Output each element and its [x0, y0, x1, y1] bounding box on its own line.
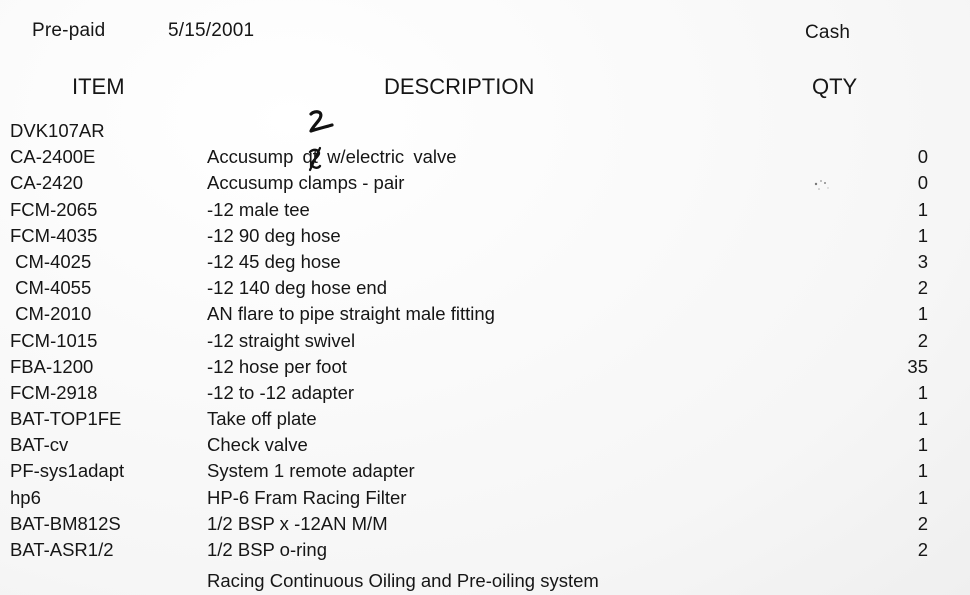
payment-method: Cash [805, 22, 851, 43]
table-row [0, 249, 970, 275]
item-code: CA-2420 [10, 172, 84, 194]
column-header-qty: QTY [812, 74, 858, 99]
item-qty: 1 [917, 486, 928, 508]
item-description: -12 45 deg hose [207, 250, 341, 272]
item-qty: 0 [917, 146, 928, 168]
item-qty: 2 [917, 512, 928, 534]
item-description: -12 to -12 adapter [207, 381, 355, 403]
item-description: -12 90 deg hose [207, 224, 341, 246]
item-code: CA-2400E [10, 146, 96, 168]
item-qty: 1 [917, 408, 928, 430]
table-row [0, 511, 970, 537]
table-row [0, 223, 970, 249]
item-description: 1/2 BSP x -12AN M/M [207, 512, 388, 534]
table-row [0, 170, 970, 196]
document-date: 5/15/2001 [168, 20, 255, 41]
item-code: FCM-2065 [10, 198, 98, 220]
item-code: PF-sys1adapt [10, 460, 125, 482]
item-code: FBA-1200 [10, 355, 94, 377]
table-row [0, 485, 970, 511]
item-description: Accusump clamps - pair [207, 172, 405, 194]
item-description: -12 straight swivel [207, 329, 356, 351]
item-qty: 3 [917, 250, 928, 272]
payment-type: Pre-paid [32, 20, 106, 41]
table-row [0, 354, 970, 380]
table-row [0, 301, 970, 327]
item-qty: 2 [917, 539, 928, 560]
item-description: 1/2 BSP o-ring [207, 539, 327, 560]
item-qty: 1 [917, 224, 928, 246]
item-code: BAT-TOP1FE [10, 408, 122, 430]
item-code: BAT-BM812S [10, 512, 121, 534]
item-description: Check valve [207, 434, 308, 456]
item-qty: 1 [917, 198, 928, 220]
item-description: -12 140 deg hose end [207, 277, 388, 299]
item-description: -12 hose per foot [207, 355, 347, 377]
table-row [0, 406, 970, 432]
table-row [0, 432, 970, 458]
item-qty: 1 [917, 434, 928, 456]
item-description: Take off plate [207, 408, 317, 430]
item-code: FCM-2918 [10, 381, 98, 403]
item-qty: 1 [917, 303, 928, 325]
item-code: DVK107AR [10, 120, 105, 141]
column-header-description: DESCRIPTION [384, 74, 535, 99]
item-code: FCM-4035 [10, 224, 98, 246]
item-code: CM-2010 [10, 303, 92, 325]
table-row [0, 380, 970, 406]
item-code: CM-4025 [10, 250, 92, 272]
item-description: System 1 remote adapter [207, 460, 415, 482]
table-row [0, 458, 970, 484]
kit-description: Racing Continuous Oiling and Pre-oiling system [207, 570, 599, 591]
item-qty: 2 [917, 277, 928, 299]
item-qty: 1 [917, 381, 928, 403]
item-description: -12 male tee [207, 198, 310, 220]
item-code: CM-4055 [10, 277, 92, 299]
item-qty: 2 [917, 329, 928, 351]
table-row [0, 328, 970, 354]
item-code: hp6 [10, 486, 41, 508]
table-row [0, 537, 970, 563]
column-header-item: ITEM [72, 74, 125, 99]
table-row [0, 118, 970, 144]
item-qty: 1 [917, 460, 928, 482]
item-code: FCM-1015 [10, 329, 98, 351]
item-qty: 0 [917, 172, 928, 194]
item-description: Accusump qt w/electric valve [207, 146, 457, 168]
item-description: HP-6 Fram Racing Filter [207, 486, 407, 508]
table-row [0, 144, 970, 170]
item-code: BAT-ASR1/2 [10, 539, 114, 560]
table-row [0, 275, 970, 301]
item-code: BAT-cv [10, 434, 69, 456]
table-row [0, 197, 970, 223]
item-description: AN flare to pipe straight male fitting [207, 303, 495, 325]
item-qty: 35 [907, 355, 928, 377]
parts-table [0, 118, 970, 563]
